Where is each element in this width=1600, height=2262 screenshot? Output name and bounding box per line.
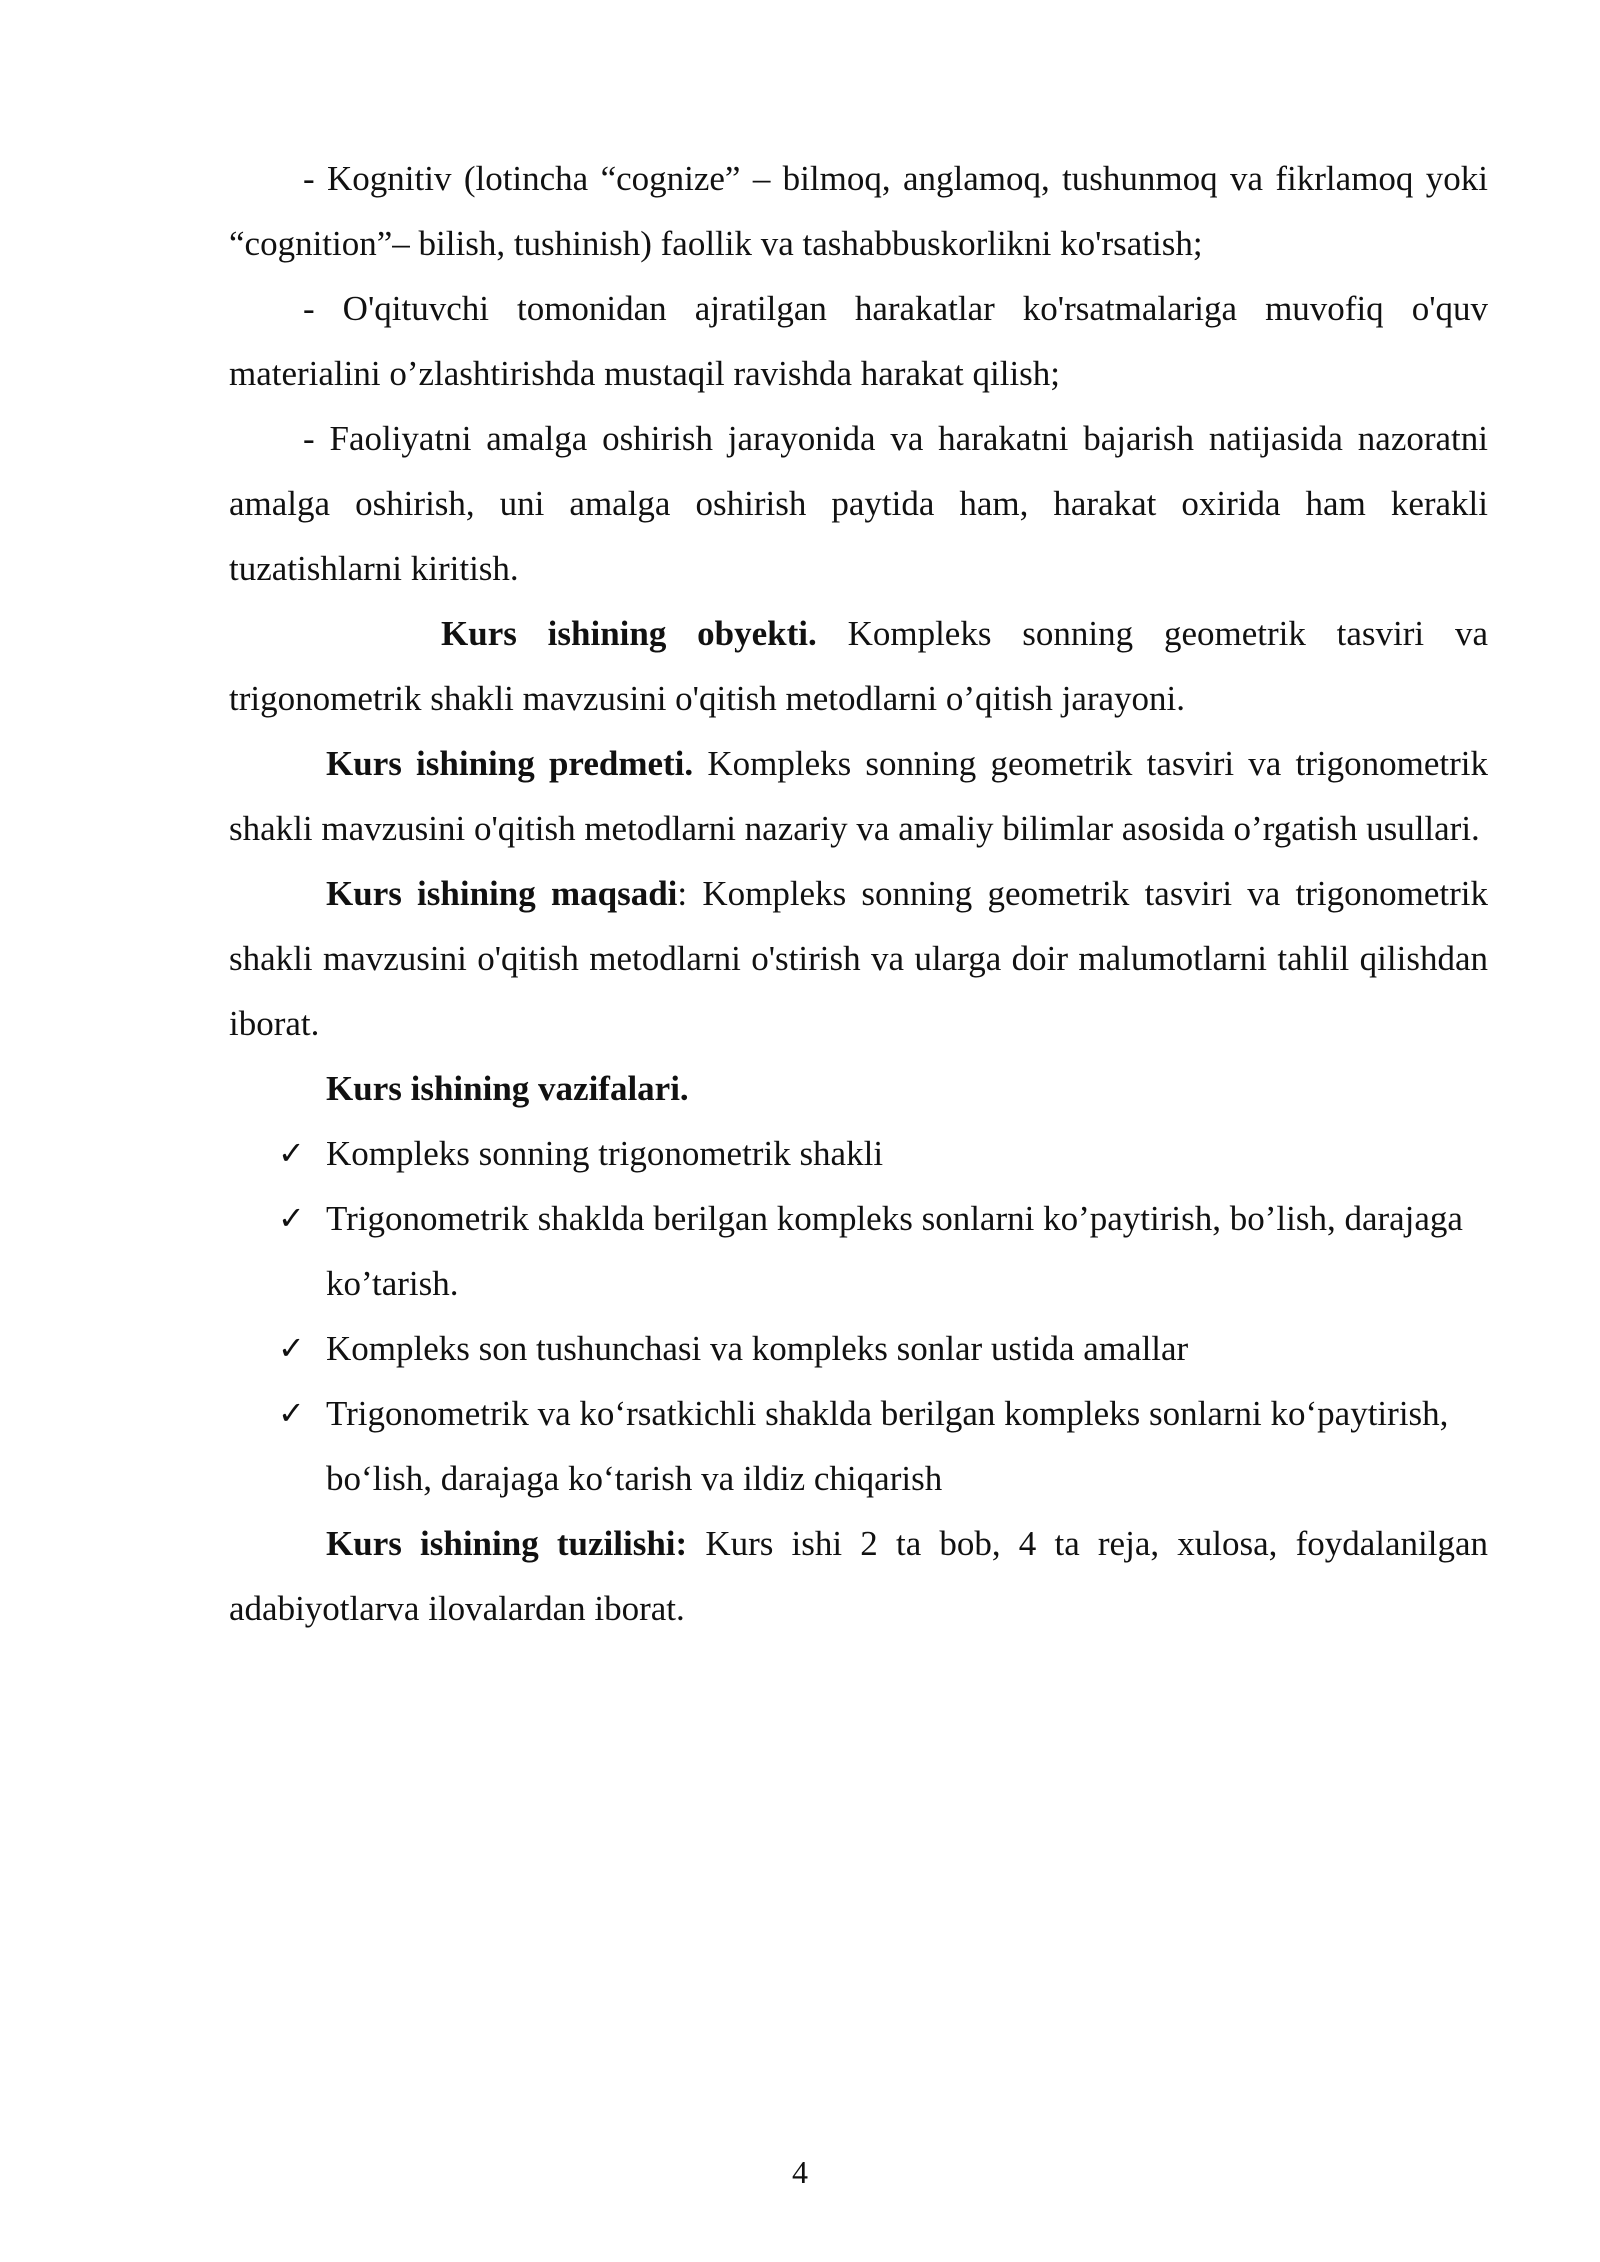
document-page bbox=[229, 146, 1488, 1641]
obyekt-text: Kompleks sonning geometrik tasviri va trigonometrik shakli mavzusini o'qitish metodlarni o’qitish jarayoni. bbox=[229, 614, 1488, 718]
predmet-label: Kurs ishining predmeti. bbox=[326, 744, 694, 783]
list-item-text: Trigonometrik shaklda berilgan kompleks sonlarni ko’paytirish, bo’lish, darajaga ko’tarish. bbox=[326, 1199, 1463, 1303]
checkmark-icon: ✓ bbox=[278, 1199, 305, 1237]
vazifalar-list bbox=[229, 1121, 1488, 1511]
list-item bbox=[229, 1121, 1488, 1186]
list-item-text: Trigonometrik va ko‘rsatkichli shaklda berilgan kompleks sonlarni ko‘paytirish, bo‘lish, darajaga ko‘tarish va ildiz chiqarish bbox=[326, 1394, 1449, 1498]
checkmark-icon: ✓ bbox=[278, 1394, 305, 1432]
vazifalar-heading bbox=[229, 1056, 1488, 1121]
paragraph-mustaqil: - O'qituvchi tomonidan ajratilgan harakatlar ko'rsatmalariga muvofiq o'quv materialini o’zlashtirishda mustaqil ravishda harakat qilish; bbox=[229, 289, 1488, 393]
page-number: 4 bbox=[792, 2154, 808, 2190]
paragraph-predmet bbox=[229, 731, 1488, 861]
obyekt-label: Kurs ishining obyekti. bbox=[441, 614, 817, 653]
paragraph-maqsad bbox=[229, 861, 1488, 1056]
paragraph-tuzilish bbox=[229, 1511, 1488, 1641]
maqsad-label: Kurs ishining maqsadi bbox=[326, 874, 678, 913]
list-item-text: Kompleks son tushunchasi va kompleks sonlar ustida amallar bbox=[326, 1329, 1189, 1368]
paragraph-obyekt bbox=[229, 601, 1488, 731]
tuzilish-text: Kurs ishi 2 ta bob, 4 ta reja, xulosa, foydalanilgan adabiyotlarva ilovalardan iborat. bbox=[229, 1524, 1488, 1628]
tuzilish-label: Kurs ishining tuzilishi: bbox=[326, 1524, 688, 1563]
vazifalar-label: Kurs ishining vazifalari. bbox=[326, 1069, 689, 1108]
predmet-text: Kompleks sonning geometrik tasviri va trigonometrik shakli mavzusini o'qitish metodlarni nazariy va amaliy bilimlar asosida o’rgatish usullari. bbox=[229, 744, 1488, 848]
paragraph-nazorat: - Faoliyatni amalga oshirish jarayonida va harakatni bajarish natijasida nazoratni amalga oshirish, uni amalga oshirish paytida ham, harakat oxirida ham kerakli tuzatishlarni kiritish. bbox=[229, 419, 1488, 588]
list-item bbox=[229, 1316, 1488, 1381]
paragraph-kognitiv: - Kognitiv (lotincha “cognize” – bilmoq, anglamoq, tushunmoq va fikrlamoq yoki “cognition”– bilish, tushinish) faollik va tashabbuskorlikni ko'rsatish; bbox=[229, 159, 1488, 263]
list-item-text: Kompleks sonning trigonometrik shakli bbox=[326, 1134, 884, 1173]
list-item bbox=[229, 1381, 1488, 1511]
list-item bbox=[229, 1186, 1488, 1316]
checkmark-icon: ✓ bbox=[278, 1134, 305, 1172]
checkmark-icon: ✓ bbox=[278, 1329, 305, 1367]
maqsad-text: : Kompleks sonning geometrik tasviri va trigonometrik shakli mavzusini o'qitish metodlarni o'stirish va ularga doir malumotlarni tahlil qilishdan iborat. bbox=[229, 874, 1488, 1043]
